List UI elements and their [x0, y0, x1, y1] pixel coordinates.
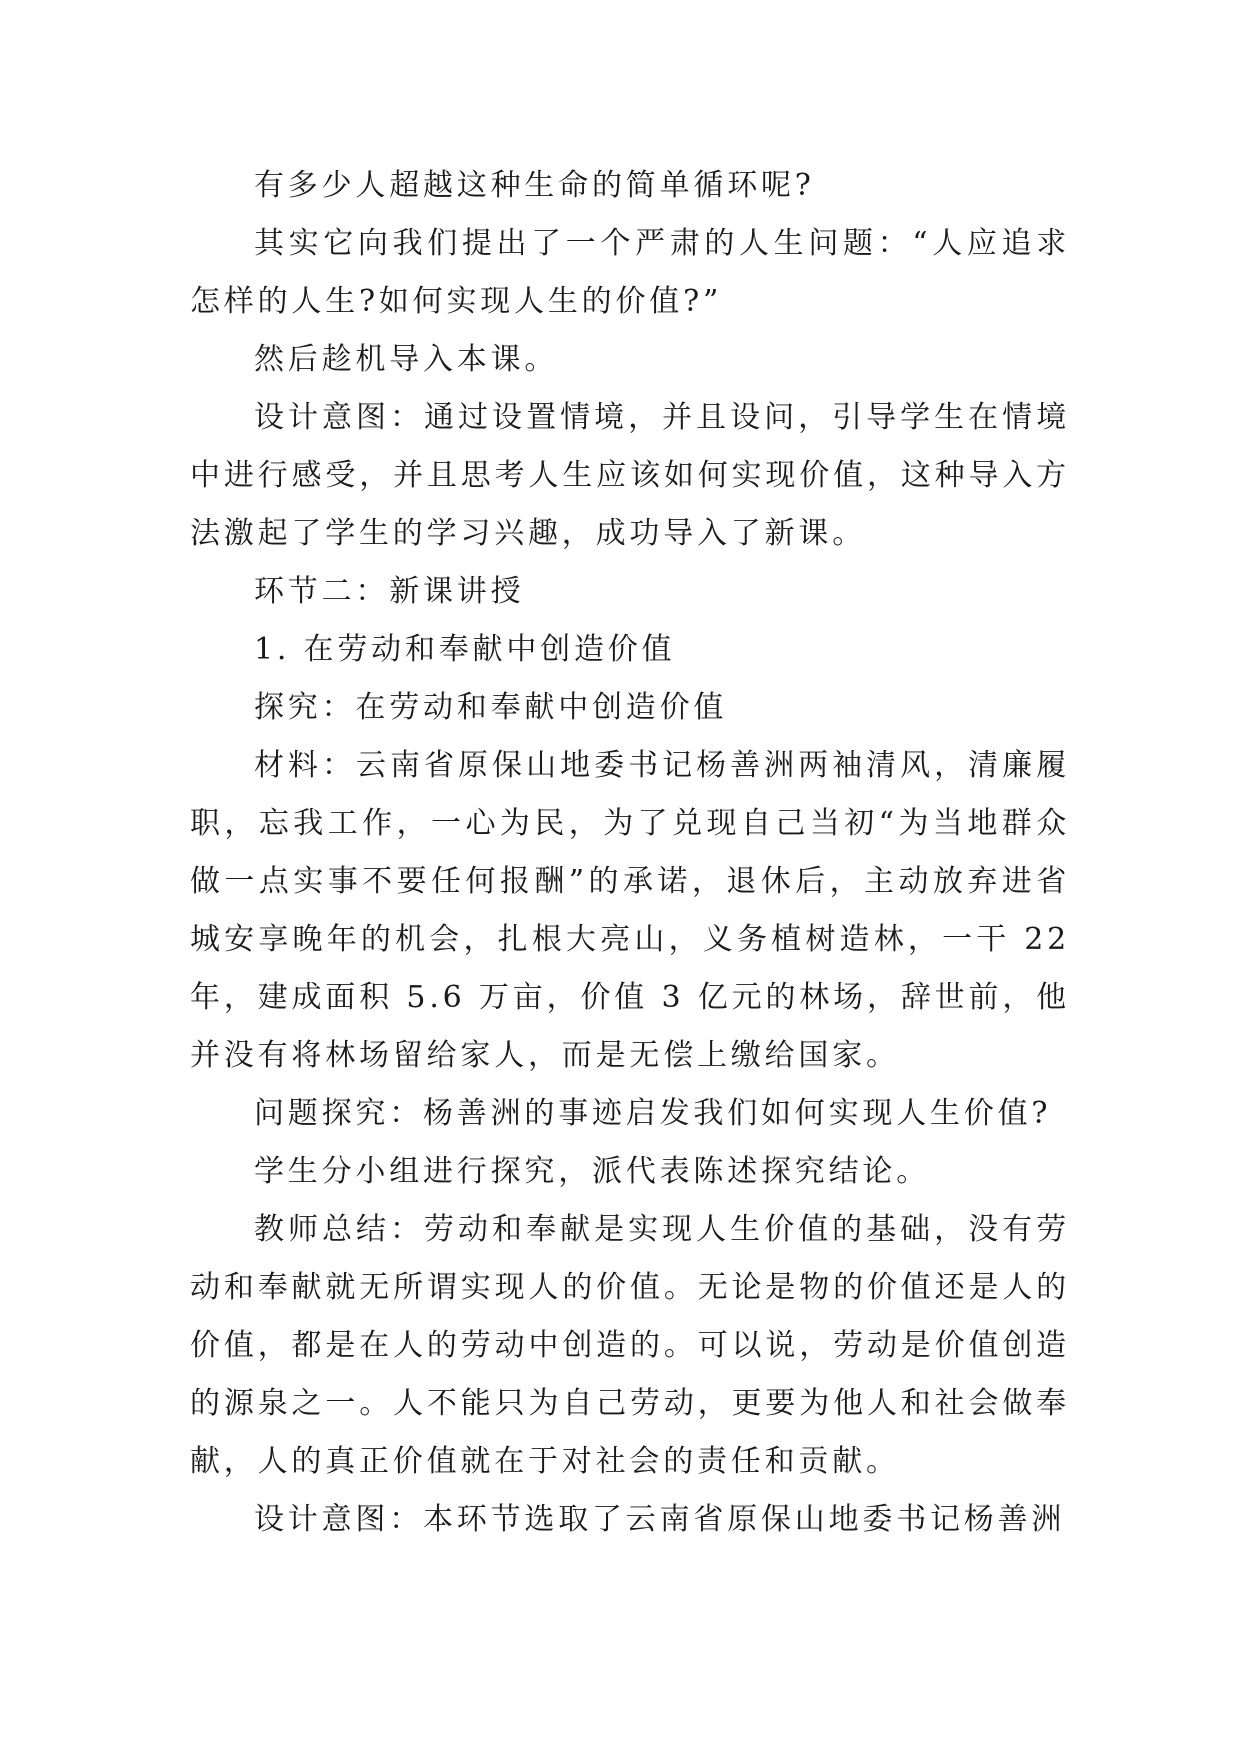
paragraph-introduce-lesson: 然后趁机导入本课。 [254, 342, 559, 377]
section-heading-new-lesson: 环节二：新课讲授 [254, 574, 525, 609]
paragraph-life-question: 其实它向我们提出了一个严肃的人生问题：“人应追求怎样的人生?如何实现人生的价值?” [190, 226, 1070, 319]
paragraph-question-cycle: 有多少人超越这种生命的简单循环呢? [254, 168, 815, 203]
paragraph-teacher-summary: 教师总结：劳动和奉献是实现人生价值的基础，没有劳动和奉献就无所谓实现人的价值。无论是物的价值还是人的价值，都是在人的劳动中创造的。可以说，劳动是价值创造的源泉之一。人不能只为自己劳动，更要为他人和社会做奉献，人的真正价值就在于对社会的责任和贡献。 [190, 1212, 1070, 1479]
paragraph-design-intent-1: 设计意图：通过设置情境，并且设问，引导学生在情境中进行感受，并且思考人生应该如何实现价值，这种导入方法激起了学生的学习兴趣，成功导入了新课。 [190, 400, 1070, 551]
paragraph-material: 材料：云南省原保山地委书记杨善洲两袖清风，清廉履职，忘我工作，一心为民，为了兑现自己当初“为当地群众做一点实事不要任何报酬”的承诺，退休后，主动放弃进省城安享晚年的机会，扎根大亮山，义务植树造林，一干 22 年，建成面积 5.6 万亩，价值 3 亿元的林场，辞世前，他并没有将林场留给家人，而是无偿上缴给国家。 [190, 748, 1070, 1073]
paragraph-inquiry: 探究：在劳动和奉献中创造价值 [254, 690, 728, 725]
document-body [190, 157, 1070, 1549]
paragraph-group-discussion: 学生分小组进行探究，派代表陈述探究结论。 [254, 1154, 930, 1189]
paragraph-problem-inquiry: 问题探究：杨善洲的事迹启发我们如何实现人生价值? [254, 1096, 1052, 1131]
paragraph-design-intent-2: 设计意图：本环节选取了云南省原保山地委书记杨善洲 [254, 1502, 1066, 1537]
subheading-labor-and-dedication: 1. 在劳动和奉献中创造价值 [254, 632, 676, 667]
